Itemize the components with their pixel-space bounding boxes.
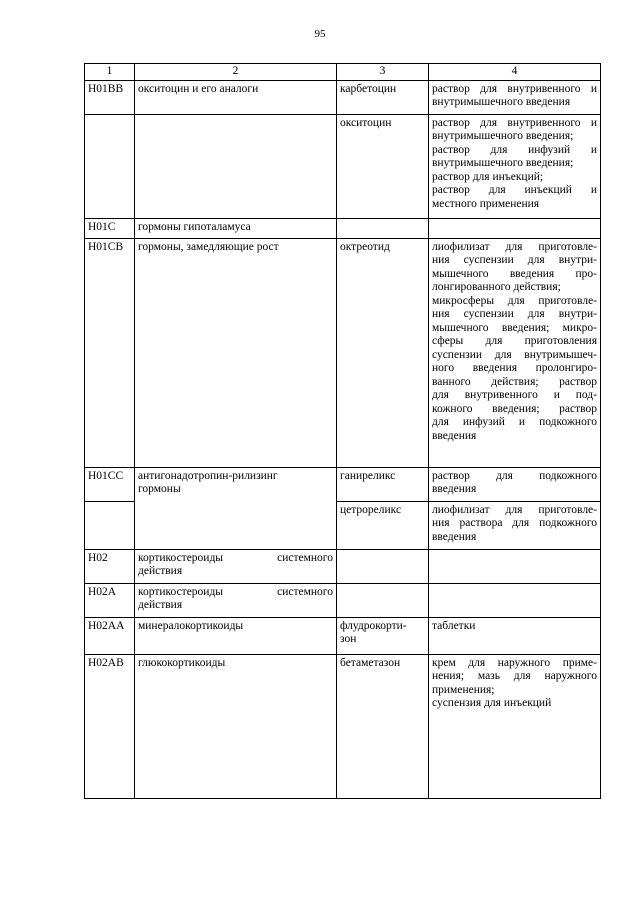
drug-name: карбетоцин — [337, 80, 429, 114]
dosage-form-line: применения; — [432, 683, 495, 696]
table-row — [85, 218, 601, 238]
drug-name: октреотид — [337, 238, 429, 467]
group-name-line: антигонадотропин-рилизинг — [138, 469, 278, 482]
drug-name — [337, 218, 429, 238]
dosage-form — [429, 238, 601, 467]
group-name — [135, 549, 337, 583]
group-name: гормоны гипоталамуса — [135, 218, 337, 238]
dosage-form — [429, 218, 601, 238]
dosage-form-line: для инфузий и подкожного — [432, 416, 597, 428]
group-name — [135, 114, 337, 218]
atc-code — [85, 501, 135, 549]
dosage-form — [429, 583, 601, 617]
drug-name — [337, 583, 429, 617]
dosage-form-line: внутримышечного введения — [432, 96, 571, 108]
dosage-form-line: кожного введения; раствор — [432, 402, 597, 415]
drug-name: бетаметазон — [337, 654, 429, 798]
table-row — [85, 549, 601, 583]
atc-code: H01CC — [85, 467, 135, 501]
atc-code: H02AB — [85, 654, 135, 798]
dosage-form-line: ния раствора для подкожного — [432, 517, 597, 529]
page-number: 95 — [314, 28, 326, 40]
dosage-form-line: раствор для инъекций и — [432, 184, 597, 196]
dosage-form-line: раствор для инъекций; — [432, 170, 544, 183]
drug-name: окситоцин — [337, 114, 429, 218]
table-row — [85, 654, 601, 798]
dosage-form-line: суспензия для инъекций — [432, 697, 552, 709]
table-row — [85, 617, 601, 654]
dosage-form-line: введения — [432, 530, 477, 543]
dosage-form-line: нения; мазь для наружного — [432, 670, 597, 682]
dosage-form-line: внутримышечного введения; — [432, 157, 574, 169]
dosage-form — [429, 654, 601, 798]
dosage-form-line: ния суспензии для внутри- — [432, 308, 597, 320]
dosage-form-line: суспензии для внутримышеч- — [432, 348, 597, 361]
dosage-form-line: для внутривенного и под- — [432, 389, 597, 401]
dosage-form-line: лонгированного действия; — [432, 281, 561, 293]
medication-table — [84, 63, 601, 799]
table-row — [85, 583, 601, 617]
table-row — [85, 114, 601, 218]
dosage-form-line: ния суспензии для внутри- — [432, 254, 597, 266]
table-row — [85, 467, 601, 501]
dosage-form-line: мышечного введения про- — [432, 267, 597, 280]
dosage-form-line: местного применения — [432, 197, 540, 210]
header-col-1: 1 — [85, 64, 135, 81]
atc-code — [85, 114, 135, 218]
drug-name-line: зон — [340, 633, 357, 645]
atc-code: H02AA — [85, 617, 135, 654]
table-row — [85, 238, 601, 467]
dosage-form-line: крем для наружного приме- — [432, 656, 597, 669]
group-name-line: кортикостероиды системного — [138, 585, 333, 598]
group-name-line: действия — [138, 565, 183, 577]
drug-name — [337, 549, 429, 583]
dosage-form-line: внутримышечного введения; — [432, 130, 574, 142]
dosage-form-line: раствор для внутривенного и — [432, 82, 597, 95]
dosage-form-line: мышечного введения; микро- — [432, 321, 597, 334]
atc-code: H01C — [85, 218, 135, 238]
dosage-form-line: раствор для подкожного — [432, 469, 597, 482]
atc-code: H02A — [85, 583, 135, 617]
table-header-row — [85, 64, 601, 81]
header-col-4: 4 — [429, 64, 601, 81]
dosage-form-line: раствор для внутривенного и — [432, 116, 597, 129]
group-name — [135, 583, 337, 617]
dosage-form-line: лиофилизат для приготовле- — [432, 503, 597, 516]
drug-name — [337, 617, 429, 654]
dosage-form — [429, 467, 601, 501]
dosage-form-line: лиофилизат для приготовле- — [432, 240, 597, 253]
group-name: глюкокортикоиды — [135, 654, 337, 798]
dosage-form: таблетки — [429, 617, 601, 654]
dosage-form-line: сферы для приготовления — [432, 335, 597, 347]
dosage-form — [429, 501, 601, 549]
dosage-form — [429, 114, 601, 218]
dosage-form — [429, 549, 601, 583]
dosage-form-line: ванного действия; раствор — [432, 375, 597, 388]
group-name-line: кортикостероиды системного — [138, 551, 333, 564]
header-col-2: 2 — [135, 64, 337, 81]
header-col-3: 3 — [337, 64, 429, 81]
atc-code: H02 — [85, 549, 135, 583]
dosage-form — [429, 80, 601, 114]
group-name-line: гормоны — [138, 483, 181, 495]
drug-name-line: флудрокорти- — [340, 619, 407, 632]
group-name-line: действия — [138, 599, 183, 611]
group-name: окситоцин и его аналоги — [135, 80, 337, 114]
atc-code: H01BB — [85, 80, 135, 114]
drug-name: цетрореликс — [337, 501, 429, 549]
dosage-form-line: ного введения пролонгиро- — [432, 362, 597, 374]
dosage-form-line: микросферы для приготовле- — [432, 294, 597, 307]
dosage-form-line: введения — [432, 483, 477, 495]
drug-name: ганиреликс — [337, 467, 429, 501]
group-name: минералокортикоиды — [135, 617, 337, 654]
table-row — [85, 80, 601, 114]
group-name — [135, 467, 337, 549]
group-name: гормоны, замедляющие рост — [135, 238, 337, 467]
dosage-form-line: раствор для инфузий и — [432, 143, 597, 156]
dosage-form-line: введения — [432, 429, 477, 442]
atc-code: H01CB — [85, 238, 135, 467]
